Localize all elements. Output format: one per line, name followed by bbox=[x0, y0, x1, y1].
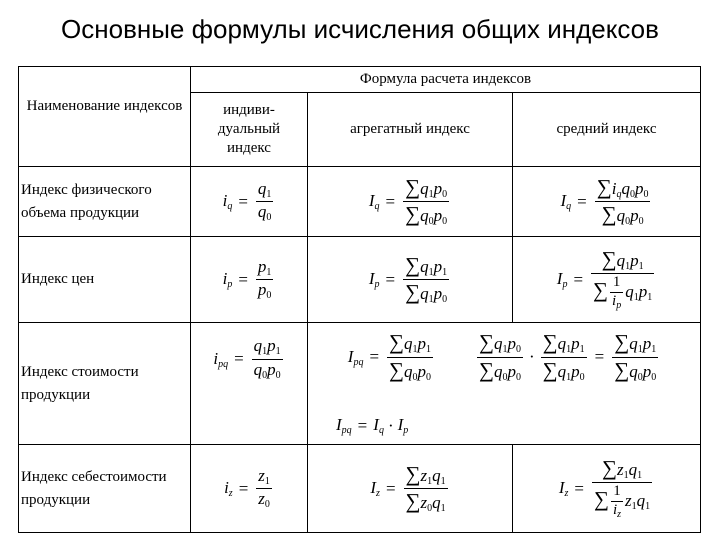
row-name-text: Индекс стоимости продукции bbox=[21, 364, 139, 403]
header-name bbox=[19, 67, 191, 167]
formula-average-volume: $I_q$ = $\frac{\sum i_qq_0p_0}{\sum q_0p_0}$ bbox=[513, 167, 701, 237]
table-row bbox=[19, 237, 701, 323]
header-formula-group-label: Формула расчета индексов bbox=[359, 71, 532, 88]
header-formula-group bbox=[191, 67, 701, 93]
formula-aggregate-prices: $I_p$ = $\frac{\sum q_1p_1}{\sum q_1p_0}$ bbox=[308, 237, 513, 323]
formula-individual-value: $i_{pq}$ = $\frac{q_1p_1}{q_0p_0}$ bbox=[191, 323, 308, 445]
row-name-text: Индекс физического объема продукции bbox=[21, 182, 152, 221]
header-average bbox=[513, 93, 701, 167]
formula-aggregate-value bbox=[308, 323, 701, 445]
table-row bbox=[19, 323, 701, 445]
row-name-value bbox=[19, 323, 191, 445]
formula-individual-volume: $i_q$ = $\frac{q_1}{q_0}$ bbox=[191, 167, 308, 237]
formula-value-aggregate-chain: $I_{pq}$ = $\frac{\sum q_1p_1}{\sum q_0p_0}$ $\frac{\sum q_1p_0}{\sum q_0p_0}$ · $\frac{\sum q_1p_1}{\sum q_1p_0}$ = $\frac{\sum q_1p_1}{\sum q_0p_0}$ bbox=[347, 330, 657, 383]
header-individual bbox=[191, 93, 308, 167]
formula-average-prices: $I_p$ = $\sum q_1p_1$ ∑ $\frac{1}{i_p}$ $q_1p_1$ bbox=[513, 237, 701, 323]
row-name-volume bbox=[19, 167, 191, 237]
slide-title: Основные формулы исчисления общих индексов bbox=[61, 14, 659, 44]
header-individual-label: индиви-дуальный индекс bbox=[217, 102, 281, 156]
header-aggregate-label: агрегатный индекс bbox=[350, 121, 470, 138]
row-name-prices bbox=[19, 237, 191, 323]
formula-individual-prices: $i_p$ = $\frac{p_1}{p_0}$ bbox=[191, 237, 308, 323]
row-name-text: Индекс себестоимости продукции bbox=[21, 469, 167, 508]
formula-aggregate-volume: $I_q$ = $\frac{\sum q_1p_0}{\sum q_0p_0}$ bbox=[308, 167, 513, 237]
header-name-label: Наименование индексов bbox=[26, 98, 183, 114]
formulas-table bbox=[18, 66, 701, 533]
table-row bbox=[19, 167, 701, 237]
row-name-cost bbox=[19, 445, 191, 533]
formula-value-product: $I_{pq} = I_q \cdot I_p$ bbox=[336, 414, 409, 436]
row-name-text: Индекс цен bbox=[21, 271, 95, 288]
formula-aggregate-cost: $I_z$ = $\frac{\sum z_1q_1}{\sum z_0q_1}$ bbox=[308, 445, 513, 533]
header-average-label: средний индекс bbox=[556, 121, 657, 138]
formula-average-cost: $I_z$ = $\sum z_1q_1$ ∑ $\frac{1}{i_z}$ $z_1q_1$ bbox=[513, 445, 701, 533]
formula-individual-cost: $i_z$ = $\frac{z_1}{z_0}$ bbox=[191, 445, 308, 533]
header-aggregate bbox=[308, 93, 513, 167]
table-row bbox=[19, 445, 701, 533]
